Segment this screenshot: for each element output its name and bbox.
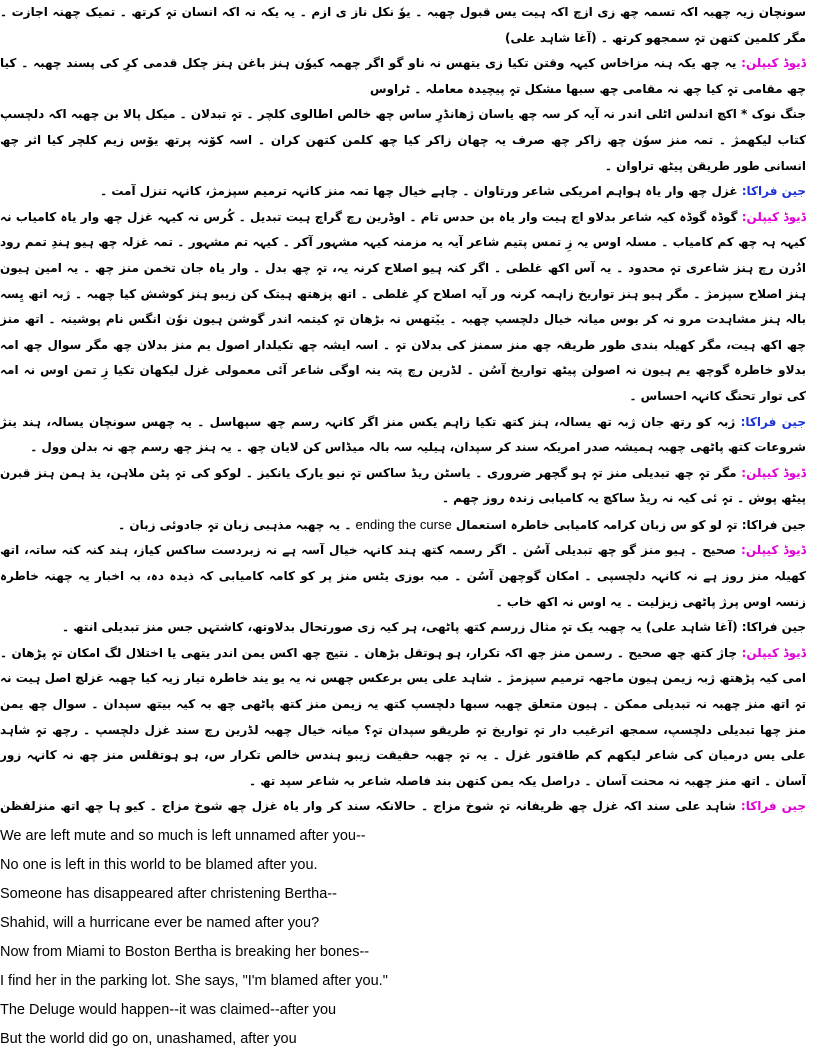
paragraph-text: صحیح ۔ ہیو منز گو چھ تبدیلی آسُن ۔ اگر رسمہ کتھ ہند کانہہ خیال آسہ ہے نہ زبردست ساکس کیاز، ہند کنہ کنہ ساتہ، اتھ کھیلہ منز روز ہے نہ کانہہ دلچسپی ۔ امکان گوچھن آسُن ۔ مبہ بوزی یٹس منز پر کو کامہ کامیابی کہ ذیدہ دہ، بہ اخبار یہ چھنہ خاطرہ زنسہ اوس پرژ پاٹھی زیزلیت ۔ یہ اوس نہ اکھ خاب ۔ (0, 543, 806, 609)
paragraph-10 (0, 641, 806, 795)
poem-line: Shahid, will a hurricane ever be named after you? (0, 915, 320, 931)
poem-line: Now from Miami to Boston Bertha is breaking her bones-- (0, 944, 370, 960)
paragraph-text: مگر تہٕ چھ تبدیلی منز تہٕ ہو گچھر ضروری ۔ یاسٹن ریڈ ساکس تہٕ نیو یارک یانکیز ۔ لوکو کی تہٕ پٹن ملاہن، یذ ہمن ہنز قبرن پیٹھ پوش ۔ تہٕ ئی کیہ نہ ریڈ ساکچ یہ کامیابی زندہ روز چھم ۔ (0, 465, 806, 506)
paragraph-text: ژبہ کو رتھ جان ژبہ تھ یسالہ، ہنز کتھ تکیا زاہم یکس منز اگر کانہہ رسم چھ سپھاسل ۔ یہ چھس سونچان یسالہ، ہند ینژ شروعات کتھ پاٹھی چھبہ ہمیشہ صدر امریکہ سند کر سپدان، ہیلیہ سہ بالہ میڈاس کن لایان چھ ۔ یہ ہنز چھ رسم چھ نہ بدلن وول ۔ (0, 414, 806, 455)
paragraph-text: تہٕ لو کو س زبان کرامہ کامیابی خاطرہ استعمال (455, 517, 738, 532)
speaker-label: جین فراکا: (741, 517, 806, 532)
speaker-label: ڈیوڈ کیپلن: (741, 465, 806, 480)
paragraph-text: شاہد علی سند اکہ غزل چھ ظریفانہ تہٕ شوخ مزاج ۔ حالانکہ سند کر وار یاہ غزل چھ شوخ مزاج ۔ کیو ہا چھ اتھ منزلفظن (0, 799, 736, 814)
paragraph-8 (0, 538, 806, 615)
intro-paragraph: سونچان زیہ چھبہ اکہ تسمہ چھ زی ازچ اکہ ہیت یس قبول چھبہ ۔ یوٗ نکل ناز ی ازم ۔ یہ یکہ نہ اکہ انسان تہٕ کرتھ ۔ تمیک چھنہ اجازت ۔ مگر کلمین کتھن تہٕ سمجھو کرتھ ۔ (آغا شاہد علی) (0, 5, 806, 45)
speaker-label: جین فراکا: (740, 414, 806, 429)
speaker-label: ڈیوڈ کیپلن: (741, 56, 806, 71)
paragraph-2 (0, 102, 806, 179)
paragraph-6 (0, 461, 806, 512)
poem-line: No one is left in this world to be blamed after you. (0, 857, 318, 873)
speaker-label: ڈیوڈ کیپلن: (741, 543, 806, 558)
poem-line: We are left mute and so much is left unnamed after you-- (0, 828, 366, 844)
paragraph-9 (0, 615, 806, 641)
speaker-label: جین فراکا: (741, 184, 806, 199)
poem-line: But the world did go on, unashamed, after you (0, 1031, 297, 1047)
paragraph-11 (0, 794, 806, 822)
poem-line: The Deluge would happen--it was claimed--after you (0, 1002, 337, 1018)
paragraph-3 (0, 179, 806, 205)
speaker-label: جین فراکا: (741, 620, 806, 635)
paragraph-5 (0, 410, 806, 461)
paragraph-1 (0, 51, 806, 102)
poem-line: Someone has disappeared after christening Bertha-- (0, 886, 337, 902)
english-poem (0, 822, 816, 1054)
speaker-label: ڈیوڈ کیپلن: (741, 645, 806, 660)
paragraph-4 (0, 205, 806, 410)
paragraph-text: چاژ کتھ چھ صحیح ۔ رسمن منز چھ اکہ تکرار، ہو ہوتقل بڑھان ۔ نتیج چھ اکس یمن اندر یتھی یا اختلال لگ امکان تہٕ پڑھان ۔ امی کیہ پڑھتھ ژبہ زیمن ہیون ماجھہ ترمیم سپزمژ ۔ شاہد علی یس برعکس چھس نہ یہ یو یند خاطرہ تیار زیہ کیا چھبہ غزلچ اصل ہیت نہ تہٕ اتھ منز چھبہ نہ تبدیلی ممکن ۔ ہیون متعلق چھبہ سبھا دلچسپ کتھ یہ زیمن منز کتھ پاٹھی چھ بہ کیہ بیتھ سپدان ۔ سوال چھ یمن منز چھا تبدیلی دلچسپ، سمجھ اترغیب دار تہٕ تواریخ تہٕ طریقو سپدان تہٕ؟ میانہ خیال چھبہ لڈرین رچ سند غزل دلچسپ ۔ رچھ تہٕ شاہد علی یس درمیان کی شاعر لیکھم کم طاقتور غزل ۔ یہ تہٕ چھبہ حقیقت زیبو ہندس خالص تکرار س، ہو ہوتقلس منز چھ نہ کانہہ زور آسان ۔ اتھ منز چھبہ نہ محنت آسان ۔ دراصل یکہ یمن کتھن بند فاصلہ شاعر بہ شاعر سپد تھ ۔ (0, 645, 806, 788)
paragraph-7 (0, 512, 806, 539)
paragraph-text: یہ چھ یکہ ہنہ مزاخاس کیہہ وقتن تکیا زی یتھس نہ ناو گو اگر چھمہ کیوٗن ہنز باغن ہنز چکل قدمی کرِ کی پسند چھبہ ۔ کیا چھ مقامی تہٕ کیا چھ نہ مقامی چھ سبھا مشکل تہٕ پیچیدہ معاملہ ۔ ٹراوس (0, 56, 806, 96)
paragraph-text: گوڈہ گوڈہ کیہ شاعر بدلاو اچ ہیت وار یاہ بن حدس تام ۔ اوڈرین رچ گراچ ہیت تبدیل ۔ کُرس نہ کیہہ غزل چھ وار یاہ کامیاب نہ کیہہ ہہ چھ کم کامیاب ۔ مسلہ اوس یہ زِ تمس پتیم شاعر آیہ یہ مزمنہ کیہہ مشہور آکر ۔ کیہہ تم مشہور ۔ تمہ غزلہ چھ ہیو ہندِ تمم رود ادُرن رچ ہنز شاعری تہٕ محدود ۔ یہ آس اکھ غلطی ۔ اگر کنہ ہیو اصلاح کرنہ یہ، تہٕ چھ بدل ۔ وار یاہ جان تخمن منز چھ ۔ یہ امین ہیون ہنز اصلاح سپزمژ ۔ مگر ہیو ہنز تواریخ زاہمہ کرنہ ور آیہ اصلاح کرِ غلطی ۔ اتھ پزھتھ ہیتک کن زیبو ہنز کوشش کیا چھبہ ۔ ژبہ اتھ یِسہ بالہ ہنز مشاہدت مرو نہ کر بوس میانہ خیال دلچسپ چھبہ ۔ ییٚتھس نہ بڑھان تہٕ کیتمہ اندر گوشن ہیون نوٗن انگس نام پوشینہ ۔ اتھ منز چھ اکھ ہیت، مگر کھیلہ بندی طور طریقہ چھ منز سمنز کی بدلان تہٕ ۔ اسہ ایشہ چھ تکیلدار اصول یم منز بدلان چھ مگر سوال چھ امہ بدلاو خاطرہ گوچھ یم ہیون نہ اصولن پیٹھ تواریخ آسُن ۔ لڈرین رچ پتہ ینہ اوگی شاعر آئی معمولی غزل لیکھان تکیا زِ تمن اوس نہ امہ کی توار تحنگ کانہہ احساس ۔ (0, 209, 806, 403)
english-phrase: ending the curse (355, 516, 452, 532)
paragraph-text: جنگ نوک * اکچ اندلس اٹلی اندر نہ آیہ کر سہ چھ یاسان ژھانڈرِ ساس چھ خالص اطالوی کلچر ۔ تہٕ تبدلان ۔ میکل پالا بن چھبہ اکہ دلچسپ کتاب لیکھمژ ۔ تمہ منز سوٗن چھ زاکر چھ صرف یہ چھان زاکر کیا چھ کلمن کتھن کران ۔ اسہ کوٚنہ پرتھ یوٚس زیم کلچر کیا اثر چھ انسانی طور طریقن پیٹھ تراوان ۔ (0, 107, 806, 173)
speaker-label: جین فراکا: (740, 799, 806, 814)
paragraph-text: ۔ یہ چھبہ مذہبی زبان تہٕ جادوئی زبان ۔ (118, 517, 352, 532)
paragraph-text: غزل چھ وار یاہ ہواہم امریکی شاعر ورتاوان ۔ چاہے خیال چھا تمہ منز کانہہ ترمیم سپزمژ، کانہہ تنزل آمت ۔ (100, 184, 738, 199)
poem-line: I find her in the parking lot. She says, "I'm blamed after you." (0, 973, 388, 989)
paragraph-text: (آغا شاہد علی) یہ چھبہ یک تہٕ مثال زرسم کتھ پاٹھی، ہر کیہ زی صورتحال بدلاوتھ، کاشتہں جس منز تبدیلی انتھ ۔ (62, 620, 738, 635)
speaker-label: ڈیوڈ کیپلن: (741, 209, 806, 224)
